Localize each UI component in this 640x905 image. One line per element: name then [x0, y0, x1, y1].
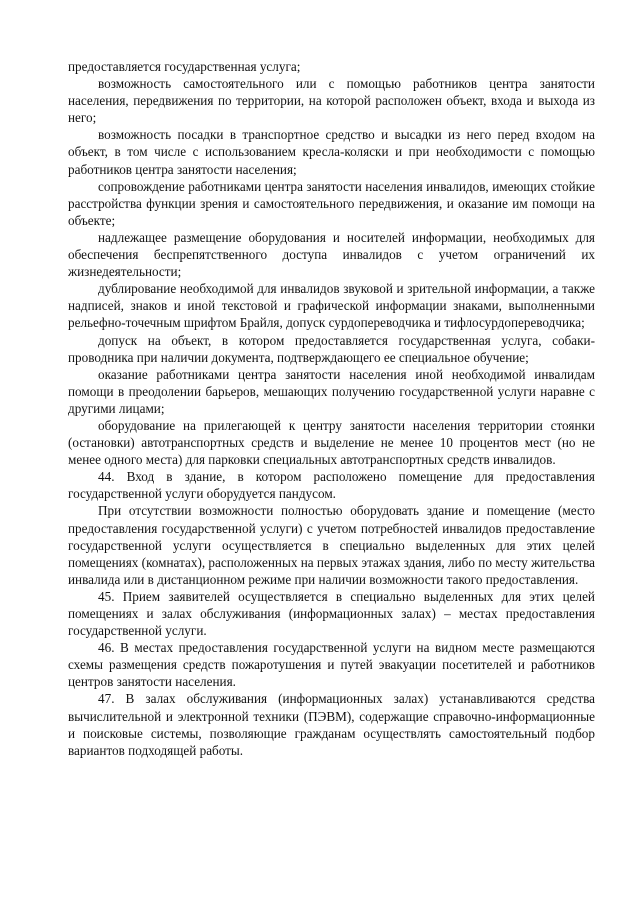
document-page — [68, 58, 595, 759]
paragraph: возможность посадки в транспортное средство и высадки из него перед входом на объект, в том числе с использованием кресла-коляски и при необходимости с помощью работников центра занятости населения; — [68, 127, 595, 177]
paragraph: 44. Вход в здание, в котором расположено помещение для предоставления государственной услуги оборудуется пандусом. — [68, 469, 595, 502]
paragraph: сопровождение работниками центра занятости населения инвалидов, имеющих стойкие расстройства функции зрения и самостоятельного передвижения, и оказание им помощи на объекте; — [68, 178, 595, 228]
paragraph: дублирование необходимой для инвалидов звуковой и зрительной информации, а также надписей, знаков и иной текстовой и графической информации знаками, выполненными рельефно-точечным шрифтом Брайля, допуск сурдопереводчика и тифлосурдопереводчика; — [68, 281, 595, 331]
paragraph: оказание работниками центра занятости населения иной необходимой инвалидам помощи в преодолении барьеров, мешающих получению государственной услуги наравне с другими лицами; — [68, 366, 595, 416]
paragraph: возможность самостоятельного или с помощью работников центра занятости населения, передвижения по территории, на которой расположен объект, входа и выхода из него; — [68, 76, 595, 126]
paragraph: предоставляется государственная услуга; — [68, 59, 301, 74]
paragraph: оборудование на прилегающей к центру занятости населения территории стоянки (остановки) автотранспортных средств и выделение не менее 10 процентов мест (но не менее одного места) для парковки специальных автотранспортных средств инвалидов. — [68, 417, 595, 468]
paragraph: надлежащее размещение оборудования и носителей информации, необходимых для обеспечения беспрепятственного доступа инвалидов с учетом ограничений их жизнедеятельности; — [68, 229, 595, 280]
paragraph: При отсутствии возможности полностью оборудовать здание и помещение (место предоставления государственной услуги) с учетом потребностей инвалидов предоставление государственной услуги осуществляется в специально выделенных для этих целей помещениях (комнатах), расположенных на первых этажах здания, либо по месту жительства инвалида или в дистанционном режиме при наличии возможности такого предоставления. — [68, 503, 595, 587]
paragraph: 45. Прием заявителей осуществляется в специально выделенных для этих целей помещениях и залах обслуживания (информационных залах) – местах предоставления государственной услуги. — [68, 588, 595, 639]
paragraph: допуск на объект, в котором предоставляется государственная услуга, собаки-проводника при наличии документа, подтверждающего ее специальное обучение; — [68, 332, 595, 365]
paragraph: 47. В залах обслуживания (информационных залах) устанавливаются средства вычислительной и электронной техники (ПЭВМ), содержащие справочно-информационные и поисковые системы, позволяющие гражданам осуществлять самостоятельный подбор вариантов подходящей работы. — [68, 691, 595, 758]
paragraph: 46. В местах предоставления государственной услуги на видном месте размещаются схемы размещения средств пожаротушения и путей эвакуации посетителей и работников центров занятости населения. — [68, 640, 595, 690]
